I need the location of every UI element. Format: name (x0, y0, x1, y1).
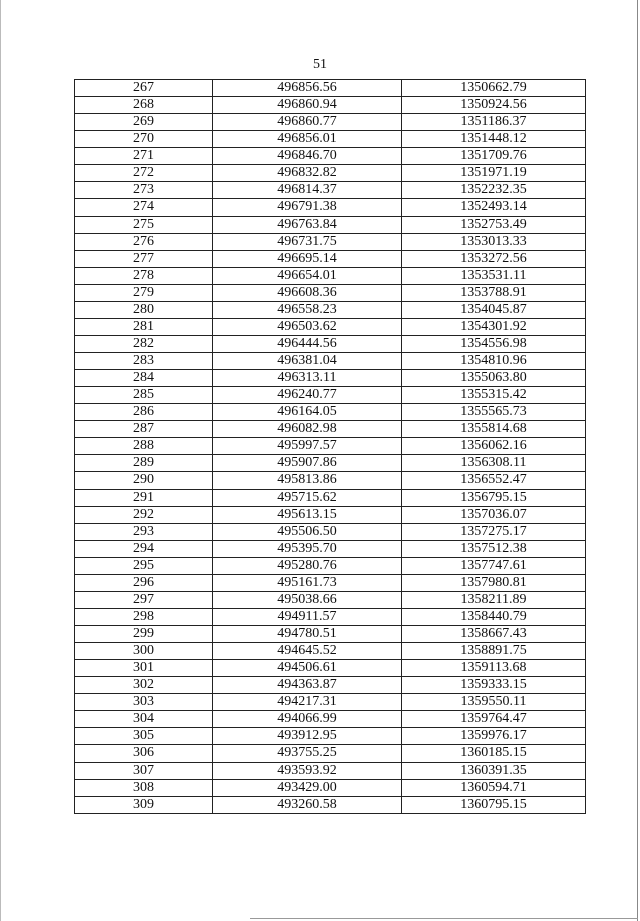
y-coordinate-cell: 1354045.87 (402, 301, 586, 318)
point-number-cell: 269 (75, 114, 213, 131)
y-coordinate-cell: 1351971.19 (402, 165, 586, 182)
y-coordinate-cell: 1358440.79 (402, 608, 586, 625)
y-coordinate-cell: 1354301.92 (402, 318, 586, 335)
y-coordinate-cell: 1356308.11 (402, 455, 586, 472)
table-row (75, 677, 586, 694)
x-coordinate-cell: 496082.98 (213, 421, 402, 438)
point-number-cell: 275 (75, 216, 213, 233)
point-number-cell: 279 (75, 284, 213, 301)
x-coordinate-cell: 493593.92 (213, 762, 402, 779)
y-coordinate-cell: 1351186.37 (402, 114, 586, 131)
y-coordinate-cell: 1355315.42 (402, 387, 586, 404)
table-row (75, 472, 586, 489)
point-number-cell: 282 (75, 335, 213, 352)
table-row (75, 114, 586, 131)
point-number-cell: 294 (75, 540, 213, 557)
point-number-cell: 272 (75, 165, 213, 182)
point-number-cell: 289 (75, 455, 213, 472)
point-number-cell: 298 (75, 608, 213, 625)
x-coordinate-cell: 496381.04 (213, 353, 402, 370)
point-number-cell: 280 (75, 301, 213, 318)
point-number-cell: 271 (75, 148, 213, 165)
table-row (75, 335, 586, 352)
table-row (75, 353, 586, 370)
y-coordinate-cell: 1354556.98 (402, 335, 586, 352)
point-number-cell: 285 (75, 387, 213, 404)
coordinates-table-body (75, 80, 586, 814)
table-row (75, 762, 586, 779)
table-row (75, 404, 586, 421)
point-number-cell: 288 (75, 438, 213, 455)
x-coordinate-cell: 493429.00 (213, 779, 402, 796)
x-coordinate-cell: 493912.95 (213, 728, 402, 745)
x-coordinate-cell: 494506.61 (213, 660, 402, 677)
point-number-cell: 283 (75, 353, 213, 370)
point-number-cell: 303 (75, 694, 213, 711)
table-row (75, 182, 586, 199)
point-number-cell: 290 (75, 472, 213, 489)
y-coordinate-cell: 1352753.49 (402, 216, 586, 233)
point-number-cell: 273 (75, 182, 213, 199)
y-coordinate-cell: 1358667.43 (402, 626, 586, 643)
y-coordinate-cell: 1359976.17 (402, 728, 586, 745)
table-row (75, 165, 586, 182)
table-row (75, 131, 586, 148)
y-coordinate-cell: 1353013.33 (402, 233, 586, 250)
y-coordinate-cell: 1356795.15 (402, 489, 586, 506)
y-coordinate-cell: 1357747.61 (402, 557, 586, 574)
y-coordinate-cell: 1357036.07 (402, 506, 586, 523)
point-number-cell: 306 (75, 745, 213, 762)
x-coordinate-cell: 494645.52 (213, 643, 402, 660)
table-row (75, 148, 586, 165)
y-coordinate-cell: 1359333.15 (402, 677, 586, 694)
table-row (75, 608, 586, 625)
point-number-cell: 268 (75, 97, 213, 114)
point-number-cell: 296 (75, 574, 213, 591)
y-coordinate-cell: 1360391.35 (402, 762, 586, 779)
table-row (75, 626, 586, 643)
y-coordinate-cell: 1359764.47 (402, 711, 586, 728)
x-coordinate-cell: 494911.57 (213, 608, 402, 625)
x-coordinate-cell: 496444.56 (213, 335, 402, 352)
x-coordinate-cell: 496608.36 (213, 284, 402, 301)
x-coordinate-cell: 495715.62 (213, 489, 402, 506)
y-coordinate-cell: 1359550.11 (402, 694, 586, 711)
x-coordinate-cell: 496860.77 (213, 114, 402, 131)
y-coordinate-cell: 1360594.71 (402, 779, 586, 796)
x-coordinate-cell: 496731.75 (213, 233, 402, 250)
point-number-cell: 274 (75, 199, 213, 216)
table-row (75, 523, 586, 540)
scan-left-edge (0, 0, 1, 921)
point-number-cell: 297 (75, 591, 213, 608)
point-number-cell: 308 (75, 779, 213, 796)
table-row (75, 267, 586, 284)
y-coordinate-cell: 1360795.15 (402, 796, 586, 813)
y-coordinate-cell: 1353788.91 (402, 284, 586, 301)
y-coordinate-cell: 1360185.15 (402, 745, 586, 762)
x-coordinate-cell: 494363.87 (213, 677, 402, 694)
x-coordinate-cell: 496814.37 (213, 182, 402, 199)
x-coordinate-cell: 496164.05 (213, 404, 402, 421)
table-row (75, 745, 586, 762)
x-coordinate-cell: 494780.51 (213, 626, 402, 643)
table-row (75, 250, 586, 267)
y-coordinate-cell: 1352493.14 (402, 199, 586, 216)
x-coordinate-cell: 496558.23 (213, 301, 402, 318)
point-number-cell: 302 (75, 677, 213, 694)
y-coordinate-cell: 1357275.17 (402, 523, 586, 540)
table-row (75, 387, 586, 404)
x-coordinate-cell: 496240.77 (213, 387, 402, 404)
table-row (75, 438, 586, 455)
page-number: 51 (313, 57, 327, 72)
table-row (75, 574, 586, 591)
table-row (75, 455, 586, 472)
point-number-cell: 287 (75, 421, 213, 438)
point-number-cell: 270 (75, 131, 213, 148)
point-number-cell: 291 (75, 489, 213, 506)
y-coordinate-cell: 1354810.96 (402, 353, 586, 370)
table-row (75, 660, 586, 677)
x-coordinate-cell: 496856.56 (213, 80, 402, 97)
point-number-cell: 293 (75, 523, 213, 540)
table-row (75, 233, 586, 250)
y-coordinate-cell: 1358211.89 (402, 591, 586, 608)
table-row (75, 80, 586, 97)
y-coordinate-cell: 1355063.80 (402, 370, 586, 387)
table-row (75, 318, 586, 335)
table-row (75, 779, 586, 796)
x-coordinate-cell: 496503.62 (213, 318, 402, 335)
point-number-cell: 295 (75, 557, 213, 574)
x-coordinate-cell: 495907.86 (213, 455, 402, 472)
x-coordinate-cell: 496856.01 (213, 131, 402, 148)
x-coordinate-cell: 494066.99 (213, 711, 402, 728)
point-number-cell: 292 (75, 506, 213, 523)
table-row (75, 711, 586, 728)
table-row (75, 489, 586, 506)
x-coordinate-cell: 496654.01 (213, 267, 402, 284)
table-row (75, 301, 586, 318)
x-coordinate-cell: 493755.25 (213, 745, 402, 762)
x-coordinate-cell: 495161.73 (213, 574, 402, 591)
x-coordinate-cell: 496695.14 (213, 250, 402, 267)
scan-bottom-edge (250, 918, 638, 919)
y-coordinate-cell: 1352232.35 (402, 182, 586, 199)
x-coordinate-cell: 496763.84 (213, 216, 402, 233)
point-number-cell: 299 (75, 626, 213, 643)
table-row (75, 506, 586, 523)
y-coordinate-cell: 1353531.11 (402, 267, 586, 284)
x-coordinate-cell: 494217.31 (213, 694, 402, 711)
y-coordinate-cell: 1358891.75 (402, 643, 586, 660)
y-coordinate-cell: 1356062.16 (402, 438, 586, 455)
x-coordinate-cell: 495997.57 (213, 438, 402, 455)
point-number-cell: 284 (75, 370, 213, 387)
point-number-cell: 309 (75, 796, 213, 813)
y-coordinate-cell: 1351709.76 (402, 148, 586, 165)
point-number-cell: 277 (75, 250, 213, 267)
point-number-cell: 301 (75, 660, 213, 677)
x-coordinate-cell: 496313.11 (213, 370, 402, 387)
table-row (75, 796, 586, 813)
x-coordinate-cell: 495038.66 (213, 591, 402, 608)
point-number-cell: 267 (75, 80, 213, 97)
table-row (75, 421, 586, 438)
table-row (75, 216, 586, 233)
y-coordinate-cell: 1355814.68 (402, 421, 586, 438)
x-coordinate-cell: 493260.58 (213, 796, 402, 813)
x-coordinate-cell: 495613.15 (213, 506, 402, 523)
x-coordinate-cell: 495395.70 (213, 540, 402, 557)
point-number-cell: 276 (75, 233, 213, 250)
x-coordinate-cell: 496846.70 (213, 148, 402, 165)
table-row (75, 728, 586, 745)
y-coordinate-cell: 1355565.73 (402, 404, 586, 421)
x-coordinate-cell: 495813.86 (213, 472, 402, 489)
table-row (75, 284, 586, 301)
point-number-cell: 307 (75, 762, 213, 779)
point-number-cell: 300 (75, 643, 213, 660)
y-coordinate-cell: 1359113.68 (402, 660, 586, 677)
x-coordinate-cell: 495280.76 (213, 557, 402, 574)
table-row (75, 370, 586, 387)
point-number-cell: 305 (75, 728, 213, 745)
x-coordinate-cell: 496860.94 (213, 97, 402, 114)
point-number-cell: 286 (75, 404, 213, 421)
coordinates-table (74, 79, 586, 814)
table-row (75, 557, 586, 574)
x-coordinate-cell: 496832.82 (213, 165, 402, 182)
table-row (75, 643, 586, 660)
y-coordinate-cell: 1350662.79 (402, 80, 586, 97)
table-row (75, 591, 586, 608)
y-coordinate-cell: 1357980.81 (402, 574, 586, 591)
point-number-cell: 281 (75, 318, 213, 335)
x-coordinate-cell: 495506.50 (213, 523, 402, 540)
y-coordinate-cell: 1351448.12 (402, 131, 586, 148)
point-number-cell: 304 (75, 711, 213, 728)
y-coordinate-cell: 1356552.47 (402, 472, 586, 489)
y-coordinate-cell: 1353272.56 (402, 250, 586, 267)
y-coordinate-cell: 1350924.56 (402, 97, 586, 114)
point-number-cell: 278 (75, 267, 213, 284)
table-row (75, 199, 586, 216)
x-coordinate-cell: 496791.38 (213, 199, 402, 216)
y-coordinate-cell: 1357512.38 (402, 540, 586, 557)
table-row (75, 540, 586, 557)
table-row (75, 694, 586, 711)
scan-right-edge (637, 0, 638, 921)
table-row (75, 97, 586, 114)
